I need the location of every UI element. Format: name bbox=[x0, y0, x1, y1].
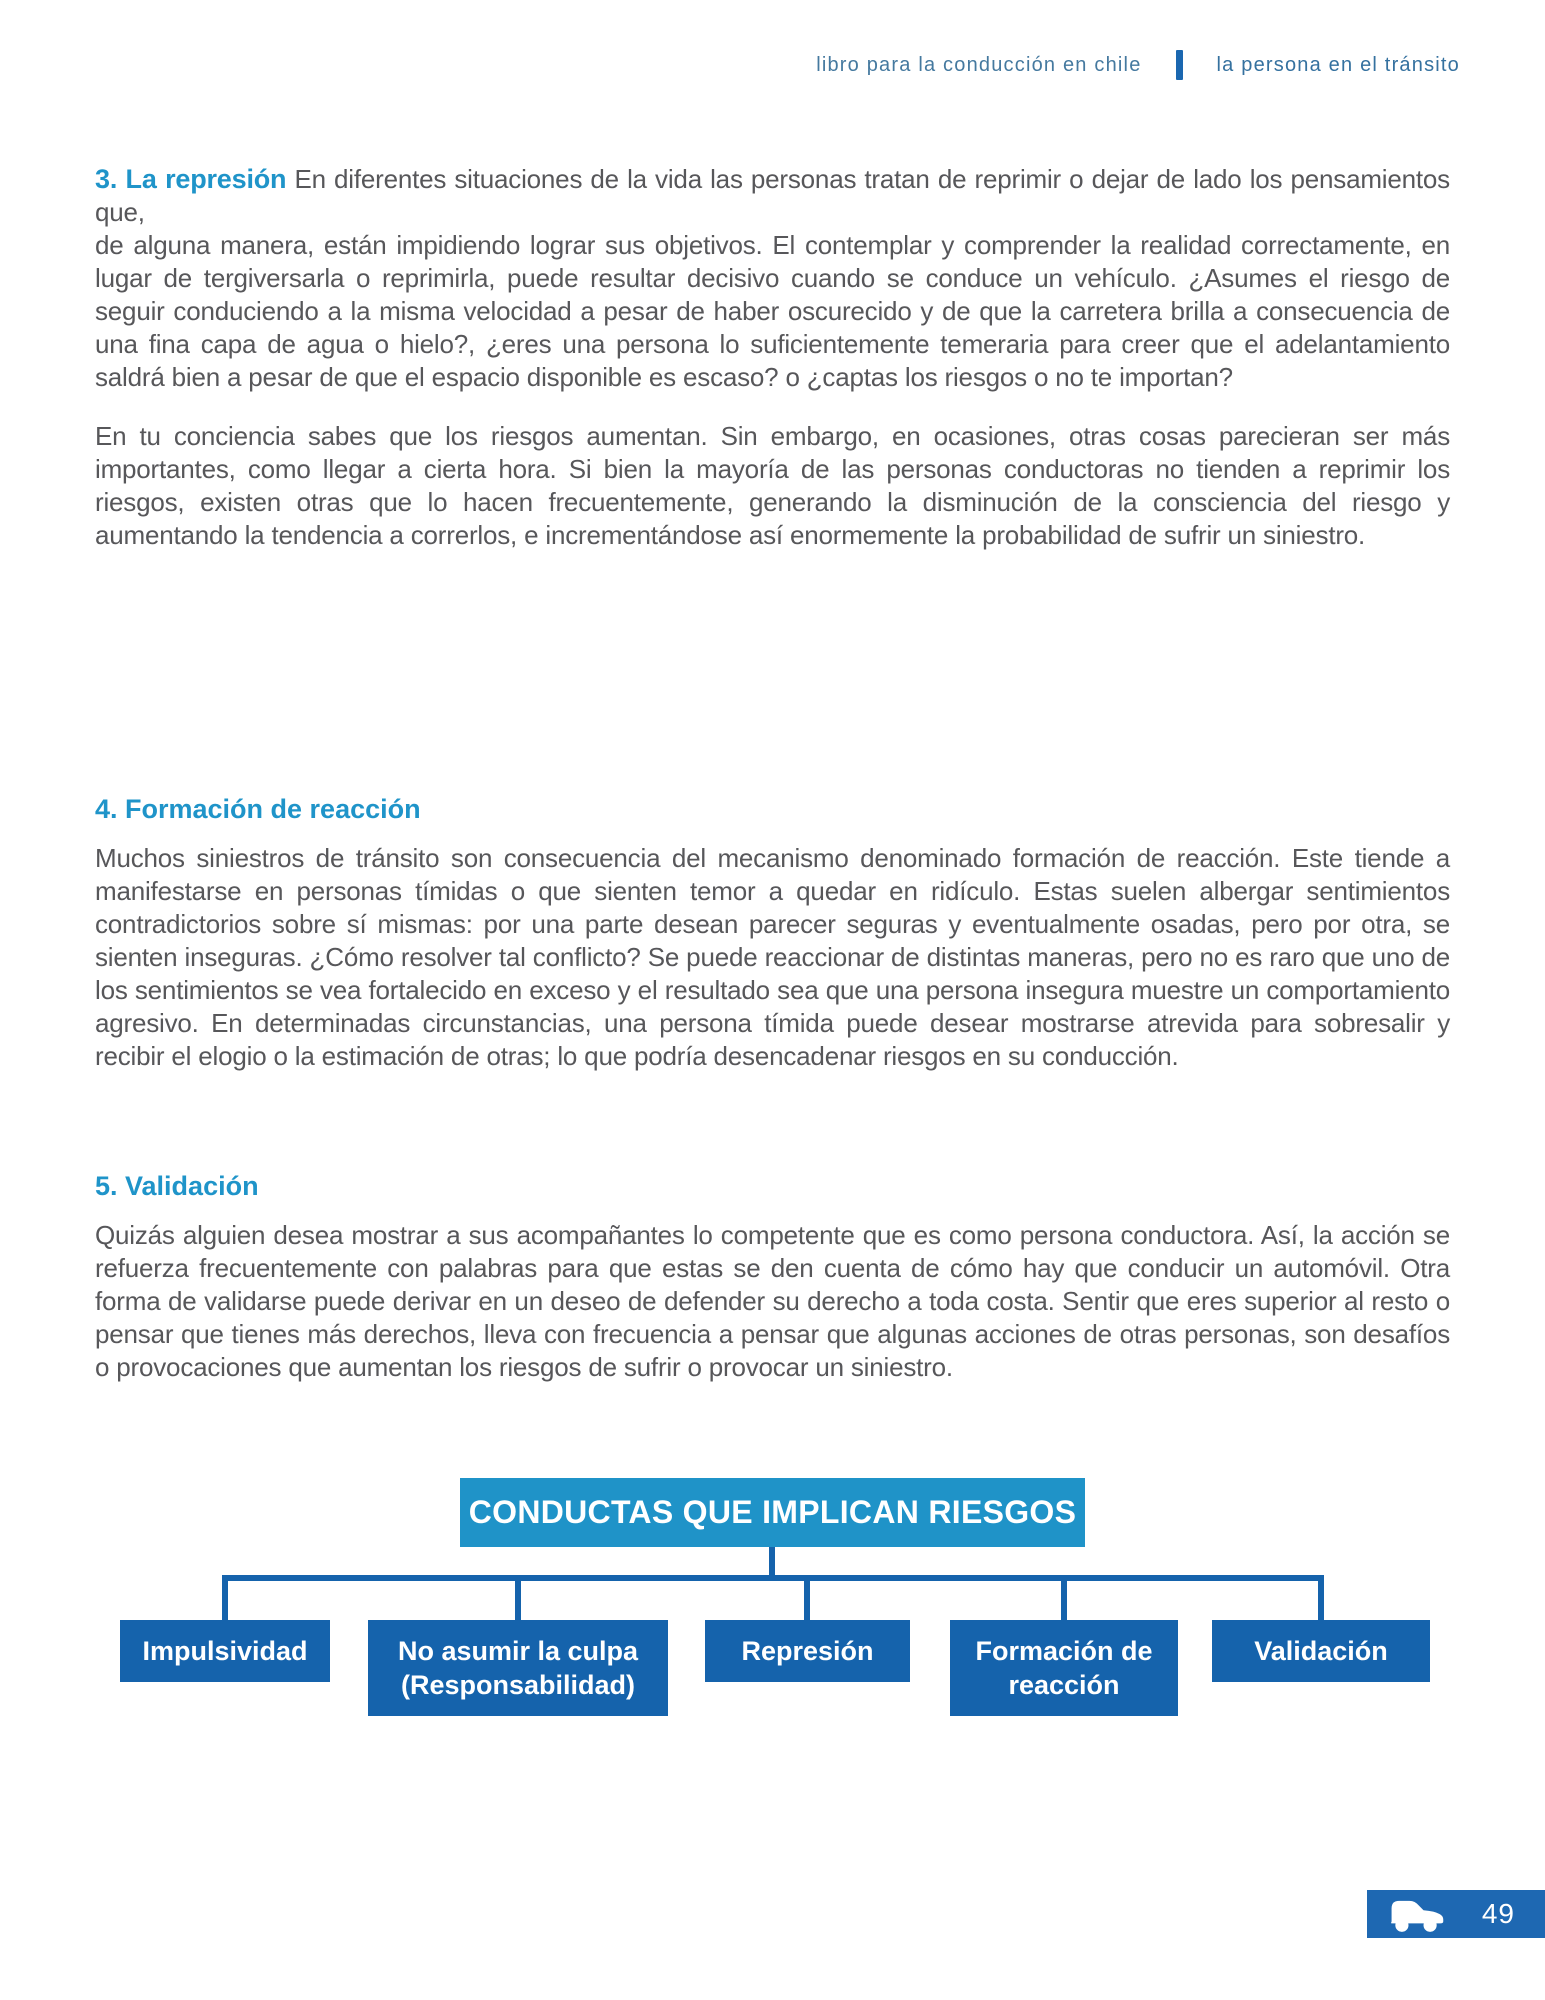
paragraph-text: En diferentes situaciones de la vida las personas tratan de reprimir o dejar de lado los pensamientos que, bbox=[95, 164, 1450, 227]
car-icon bbox=[1385, 1894, 1447, 1934]
section-formacion-de-reaccion bbox=[95, 793, 1450, 1073]
connector-line bbox=[1061, 1575, 1067, 1621]
paragraph: de alguna manera, están impidiendo lograr sus objetivos. El contemplar y comprender la realidad correctamente, en lugar de tergiversarla o reprimirla, puede resultar decisivo cuando se conduce un vehículo. ¿Asumes el riesgo de seguir conduciendo a la misma velocidad a pesar de haber oscurecido y de que la carretera brilla a consecuencia de una fina capa de agua o hielo?, ¿eres una persona lo suficientemente temeraria para creer que el adelantamiento saldrá bien a pesar de que el espacio disponible es escaso? o ¿captas los riesgos o no te importan? bbox=[95, 230, 1450, 392]
diagram-box-validacion: Validación bbox=[1212, 1620, 1430, 1682]
paragraph bbox=[95, 163, 1450, 229]
connector-line bbox=[515, 1575, 521, 1621]
header-book-title: libro para la conducción en chile bbox=[816, 53, 1142, 76]
diagram-title-box: CONDUCTAS QUE IMPLICAN RIESGOS bbox=[460, 1478, 1085, 1547]
header-divider bbox=[1176, 50, 1183, 80]
risk-behaviors-diagram bbox=[0, 1478, 1545, 1778]
paragraph: Muchos siniestros de tránsito son consecuencia del mecanismo denominado formación de reacción. Este tiende a manifestarse en personas tímidas o que sienten temor a quedar en ridículo. Estas suelen albergar sentimientos contradictorios sobre sí mismas: por una parte desean parecer seguras y eventualmente osadas, pero por otra, se sienten inseguras. ¿Cómo resolver tal conflicto? Se puede reaccionar de distintas maneras, pero no es raro que uno de los sentimientos se vea fortalecido en exceso y el resultado sea que una persona insegura muestre un comportamiento agresivo. En determinadas circunstancias, una persona tímida puede desear mostrarse atrevida para sobresalir y recibir el elogio o la estimación de otras; lo que podría desencadenar riesgos en su conducción. bbox=[95, 843, 1450, 1071]
section-heading: 4. Formación de reacción bbox=[95, 794, 421, 824]
connector-line bbox=[804, 1575, 810, 1621]
footer-page-badge bbox=[1367, 1890, 1545, 1938]
connector-line bbox=[222, 1575, 228, 1621]
header-chapter-title: la persona en el tránsito bbox=[1216, 53, 1460, 76]
page-number: 49 bbox=[1481, 1898, 1515, 1929]
paragraph: Quizás alguien desea mostrar a sus acompañantes lo competente que es como persona conductora. Así, la acción se refuerza frecuentemente con palabras para que estas se den cuenta de cómo hay que conducir un automóvil. Otra forma de validarse puede derivar en un deseo de defender su derecho a toda costa. Sentir que eres superior al resto o pensar que tienes más derechos, lleva con frecuencia a pensar que algunas acciones de otras personas, son desafíos o provocaciones que aumentan los riesgos de sufrir o provocar un siniestro. bbox=[95, 1220, 1450, 1382]
diagram-box-no-asumir-la-culpa: No asumir la culpa (Responsabilidad) bbox=[368, 1620, 668, 1716]
section-heading-inline: 3. La represión bbox=[95, 164, 287, 194]
connector-line bbox=[1318, 1575, 1324, 1621]
section-validacion bbox=[95, 1170, 1450, 1384]
paragraph: En tu conciencia sabes que los riesgos aumentan. Sin embargo, en ocasiones, otras cosas parecieran ser más importantes, como llegar a cierta hora. Si bien la mayoría de las personas conductoras no tienden a reprimir los riesgos, existen otras que lo hacen frecuentemente, generando la disminución de la consciencia del riesgo y aumentando la tendencia a correrlos, e incrementándose así enormemente la probabilidad de sufrir un siniestro. bbox=[95, 421, 1450, 550]
page-header bbox=[816, 50, 1460, 80]
diagram-box-represion: Represión bbox=[705, 1620, 910, 1682]
section-heading: 5. Validación bbox=[95, 1171, 259, 1201]
diagram-box-impulsividad: Impulsividad bbox=[120, 1620, 330, 1682]
diagram-box-formacion-de-reaccion: Formación de reacción bbox=[950, 1620, 1178, 1716]
section-la-represion bbox=[95, 163, 1450, 552]
connector-line bbox=[222, 1575, 1324, 1581]
